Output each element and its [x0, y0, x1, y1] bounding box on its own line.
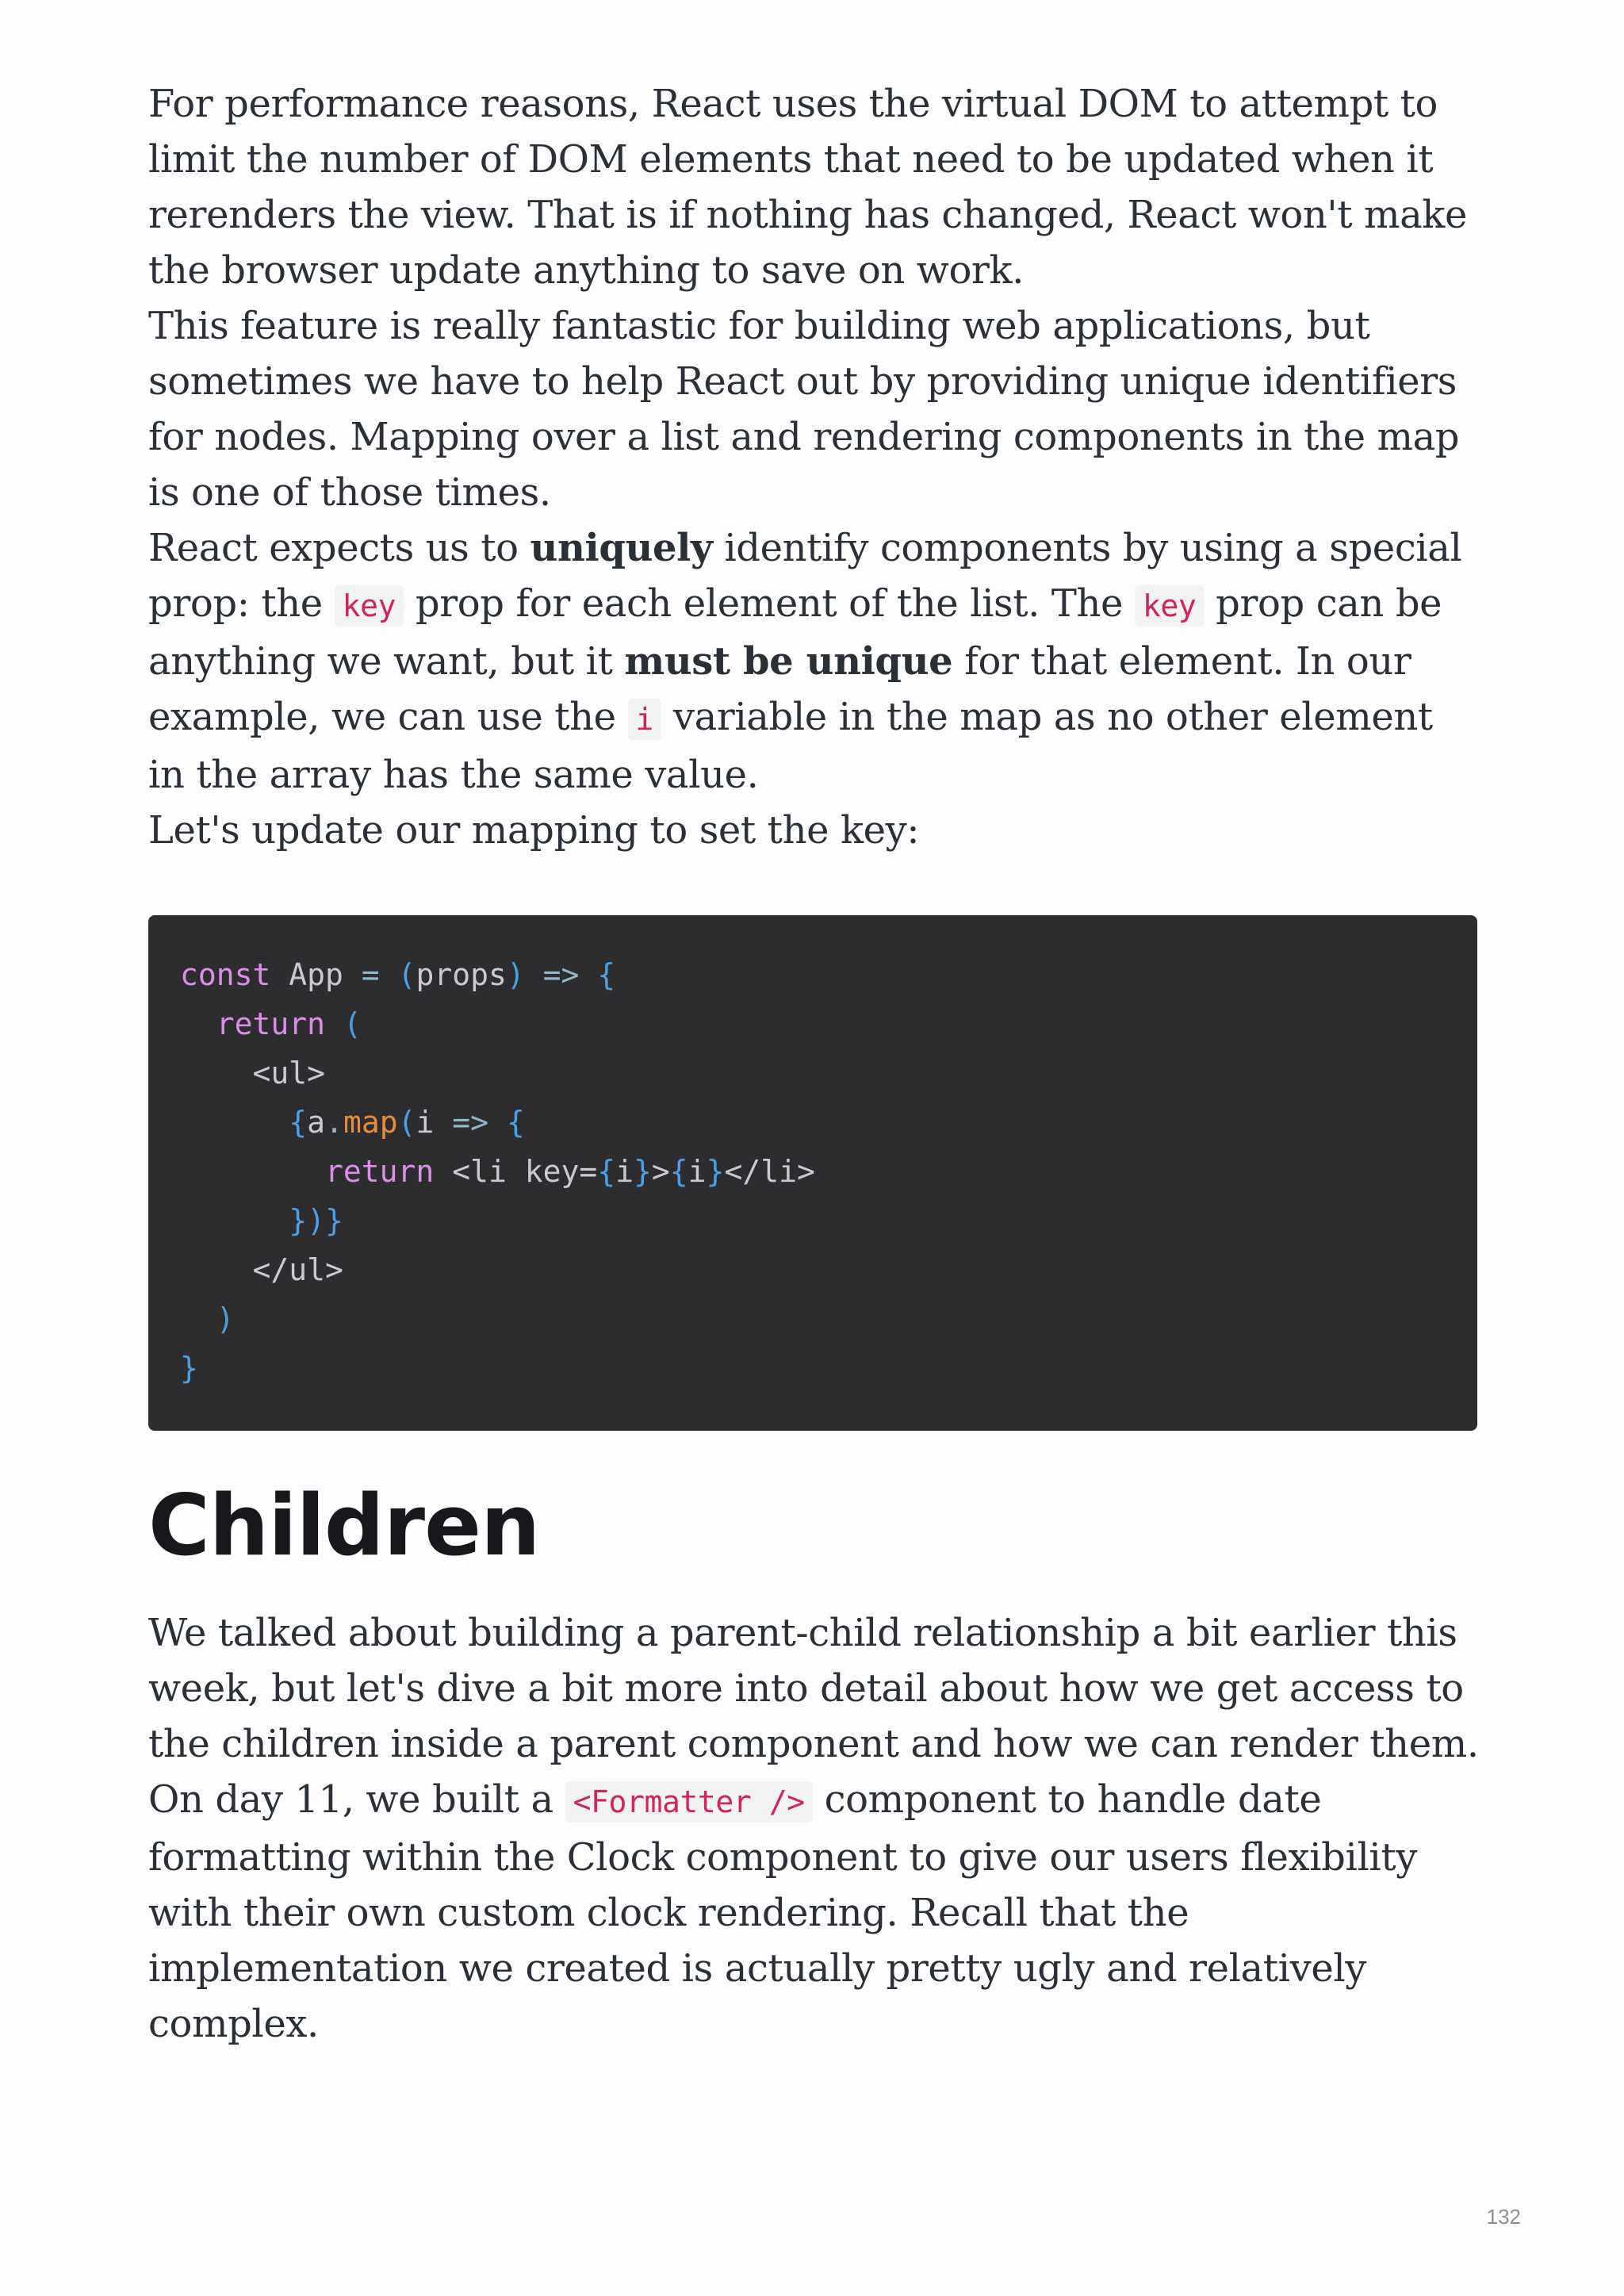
- code-token: }: [706, 1154, 725, 1189]
- code-token: =>: [434, 1105, 507, 1140]
- code-token: <ul>: [252, 1056, 326, 1091]
- paragraph-formatter: [148, 1772, 1480, 2052]
- code-token: (: [397, 1105, 416, 1140]
- code-token: {: [597, 1154, 616, 1189]
- code-token: return: [325, 1154, 435, 1189]
- code-indent: [180, 1006, 216, 1041]
- code-token: >: [651, 1154, 670, 1189]
- inline-code-key: key: [335, 585, 404, 627]
- code-line: [180, 950, 1446, 999]
- text-run: variable in the map as no other element in the array has the same value.: [148, 695, 1433, 797]
- code-token: map: [343, 1105, 398, 1140]
- code-token: }: [180, 1351, 198, 1386]
- code-line: [180, 999, 1446, 1048]
- code-indent: [180, 1154, 325, 1189]
- paragraph-unique-identifiers: This feature is really fantastic for building web applications, but sometimes we have to help React out by providing unique identifiers for nodes. Mapping over a list and rendering components in the map is one of those times.: [148, 304, 1460, 515]
- code-token: i: [615, 1154, 634, 1189]
- code-line: [180, 1245, 1446, 1294]
- page-number: 132: [1486, 2205, 1521, 2229]
- paragraph-children-intro: We talked about building a parent-child relationship a bit earlier this week, but let's dive a bit more into detail about how we get access to the children inside a parent component and how we can render them.: [148, 1611, 1479, 1766]
- code-indent: [180, 1105, 289, 1140]
- code-line: [180, 1294, 1446, 1343]
- code-line: [180, 1147, 1446, 1196]
- paragraph-key-prop: [148, 520, 1480, 803]
- code-token: =>: [524, 957, 598, 992]
- code-token: {: [289, 1105, 308, 1140]
- paragraph-virtual-dom: For performance reasons, React uses the virtual DOM to attempt to limit the number of DOM elements that need to be updated when it rerenders the view. That is if nothing has changed, React won't make the browser update anything to save on work.: [148, 82, 1467, 293]
- code-line: [180, 1343, 1446, 1393]
- page-content: [148, 76, 1480, 2052]
- code-line: [180, 1196, 1446, 1245]
- section-heading: Children: [148, 1477, 540, 1574]
- code-token: {: [506, 1105, 525, 1140]
- code-token: </ul>: [252, 1252, 343, 1287]
- text-run: On day 11, we built a: [148, 1777, 565, 1822]
- code-token: (: [343, 1006, 362, 1041]
- code-indent: [180, 1301, 216, 1336]
- inline-code-formatter: <Formatter />: [565, 1781, 813, 1823]
- code-token: return: [216, 1006, 326, 1041]
- bold-uniquely: uniquely: [530, 526, 713, 570]
- code-token: {: [597, 957, 616, 992]
- code-token: i: [688, 1154, 707, 1189]
- paragraph-update-mapping: Let's update our mapping to set the key:: [148, 808, 920, 853]
- text-run: identify components by using a special prop: the: [148, 526, 1462, 626]
- code-indent: [180, 1252, 253, 1287]
- code-token: a: [307, 1105, 326, 1140]
- bold-must-be-unique: must be unique: [624, 639, 953, 684]
- code-token: </li>: [724, 1154, 815, 1189]
- code-token: ): [506, 957, 525, 992]
- code-line: [180, 1048, 1446, 1098]
- code-token: [325, 1006, 343, 1041]
- code-indent: [180, 1203, 289, 1238]
- text-run: for that element. In our example, we can use the: [148, 639, 1411, 739]
- inline-code-i: i: [628, 699, 661, 740]
- code-token: }: [634, 1154, 652, 1189]
- code-token: App: [270, 957, 362, 992]
- code-token: ): [216, 1301, 235, 1336]
- code-token: =: [361, 957, 398, 992]
- text-run: prop for each element of the list. The: [404, 581, 1135, 626]
- code-token: const: [180, 957, 271, 992]
- code-token: })}: [289, 1203, 343, 1238]
- code-token: (: [397, 957, 416, 992]
- text-run: prop can be anything we want, but it: [148, 581, 1442, 684]
- inline-code-key: key: [1135, 585, 1204, 627]
- code-line: [180, 1098, 1446, 1147]
- code-token: {: [669, 1154, 688, 1189]
- code-token: i: [416, 1105, 435, 1140]
- text-run: component to handle date formatting within the Clock component to give our users flexibility with their own custom clock rendering. Recall that the implementation we created is actually pretty ugly and relatively complex.: [148, 1777, 1417, 2046]
- text-run: React expects us to: [148, 526, 530, 570]
- code-token: <li key=: [434, 1154, 598, 1189]
- code-token: .: [325, 1105, 343, 1140]
- code-block: [148, 915, 1477, 1431]
- code-token: props: [416, 957, 507, 992]
- code-indent: [180, 1056, 253, 1091]
